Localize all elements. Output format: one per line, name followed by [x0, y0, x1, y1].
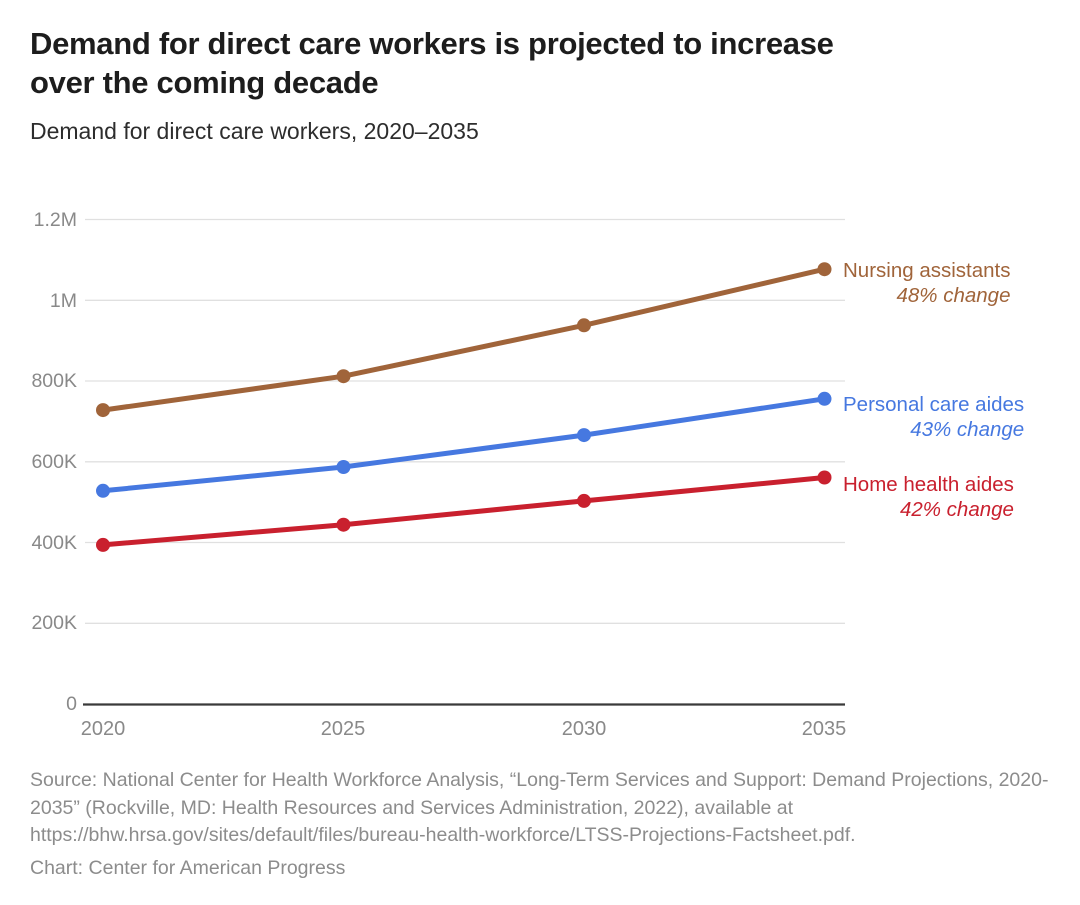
data-point: [96, 403, 110, 417]
y-axis-tick-label: 800K: [31, 370, 77, 392]
y-axis-tick-label: 200K: [31, 612, 77, 634]
x-axis-tick-label: 2035: [801, 718, 847, 740]
source-line: Source: National Center for Health Workforce Analysis, “Long-Term Services and Support: Demand Projections, 2020-: [30, 769, 1049, 791]
series-change-label: 48% change: [896, 284, 1011, 307]
y-axis-tick-label: 600K: [31, 451, 77, 473]
y-axis-tick-label: 0: [66, 693, 77, 715]
data-point: [337, 460, 351, 474]
data-point: [577, 494, 591, 508]
chart-credit: Chart: Center for American Progress: [30, 857, 346, 879]
series-line: [103, 269, 825, 410]
data-point: [337, 518, 351, 532]
x-axis-tick-label: 2025: [320, 718, 366, 740]
series-name: Home health aides: [843, 473, 1014, 496]
series-change-label: 42% change: [899, 498, 1014, 521]
y-axis-tick-label: 400K: [31, 532, 77, 554]
y-axis-tick-label: 1.2M: [33, 209, 77, 231]
data-point: [818, 392, 832, 406]
source-line: 2035” (Rockville, MD: Health Resources and Services Administration, 2022), available at: [30, 796, 794, 819]
series-line: [103, 478, 825, 545]
data-point: [96, 484, 110, 498]
series-label-nursing-assistants: [843, 258, 1010, 308]
data-point: [337, 369, 351, 383]
page-title-line2: over the coming decade: [30, 65, 379, 100]
series-line: [103, 399, 825, 491]
series-name: Personal care aides: [843, 393, 1025, 416]
data-point: [96, 538, 110, 552]
series-name: Nursing assistants: [843, 259, 1011, 282]
series-label-home-health-aides: [843, 472, 1014, 522]
data-point: [818, 471, 832, 485]
source-line: https://bhw.hrsa.gov/sites/default/files/bureau-health-workforce/LTSS-Projections-Factsheet.pdf.: [30, 824, 856, 846]
chart-subtitle: Demand for direct care workers, 2020–2035: [30, 118, 479, 144]
x-axis-tick-label: 2020: [80, 718, 126, 740]
source-note: [30, 767, 1050, 850]
data-point: [577, 428, 591, 442]
data-point: [577, 318, 591, 332]
x-axis-tick-label: 2030: [561, 718, 607, 740]
y-axis-tick-label: 1M: [49, 290, 77, 312]
data-point: [818, 262, 832, 276]
series-label-personal-care-aides: [843, 392, 1024, 442]
page-title-line1: Demand for direct care workers is projected to increase: [30, 26, 834, 61]
series-change-label: 43% change: [910, 418, 1025, 441]
